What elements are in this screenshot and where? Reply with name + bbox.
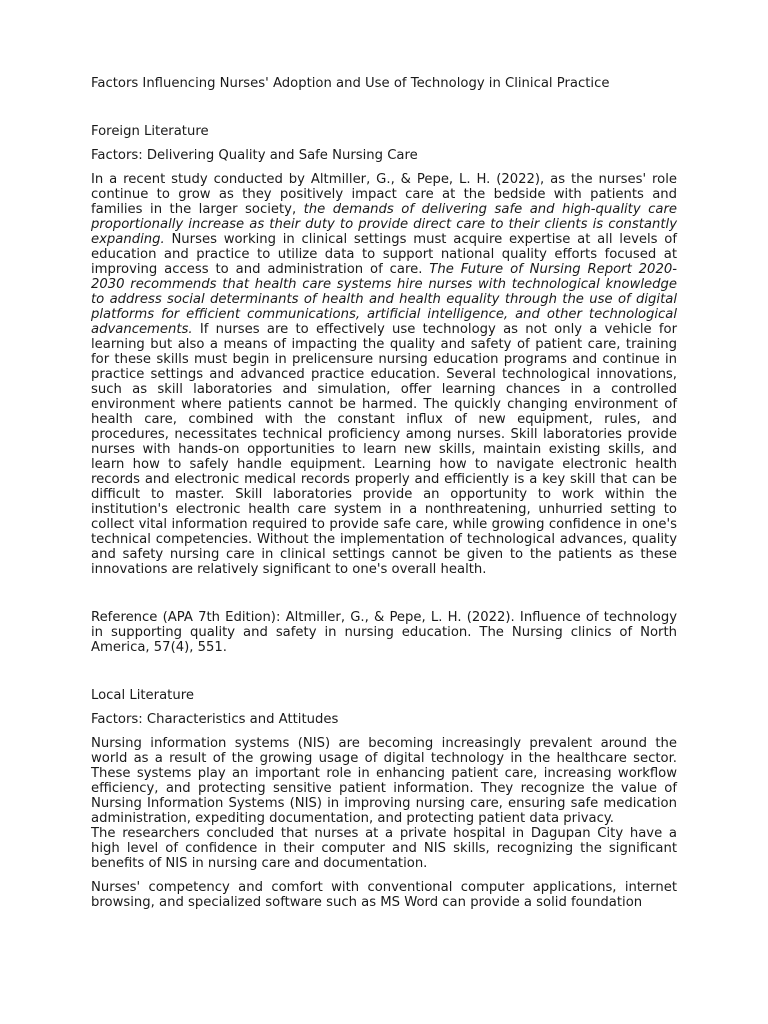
foreign-paragraph-italic1: the demands of delivering safe and high-quality care proportionally increase as their duty to provide direct care to their clients is constantly expanding.: [91, 202, 677, 247]
foreign-paragraph-italic2: The Future of Nursing Report 2020-2030 recommends that health care systems hire nurses with technological knowledge to address social determinants of health and health equality through the use of digital platforms for efficient communications, artificial intelligence, and other technological advancements.: [91, 262, 677, 337]
foreign-paragraph-part1: In a recent study conducted by Altmiller, G., & Pepe, L. H. (2022), as the nurses' role continue to grow as they positively impact care at the bedside with patients and families in the larger society,: [91, 172, 677, 217]
document-page: [91, 76, 677, 910]
document-title: Factors Influencing Nurses' Adoption and Use of Technology in Clinical Practice: [91, 76, 610, 91]
foreign-paragraph: [91, 172, 677, 577]
foreign-literature-label: Foreign Literature: [91, 124, 209, 139]
local-literature-label: Local Literature: [91, 688, 194, 703]
local-factor-heading: Factors: Characteristics and Attitudes: [91, 712, 339, 727]
local-paragraph-3: Nurses' competency and comfort with conventional computer applications, internet browsing, and specialized software such as MS Word can provide a solid foundation: [91, 880, 677, 910]
foreign-reference: Reference (APA 7th Edition): Altmiller, G., & Pepe, L. H. (2022). Influence of technology in supporting quality and safety in nursing education. The Nursing clinics of North America, 57(4), 551.: [91, 610, 677, 655]
foreign-paragraph-part5: If nurses are to effectively use technology as not only a vehicle for learning but also a means of impacting the quality and safety of patient care, training for these skills must begin in prelicensure nursing education programs and continue in practice settings and advanced practice education. Several technological innovations, such as skill laboratories and simulation, offer learning chances in a controlled environment where patients cannot be harmed. The quickly changing environment of health care, combined with the constant influx of new equipment, rules, and procedures, necessitates technical proficiency among nurses. Skill laboratories provide nurses with hands-on opportunities to learn new skills, maintain existing skills, and learn how to safely handle equipment. Learning how to navigate electronic health records and electronic medical records properly and efficiently is a key skill that can be difficult to master. Skill laboratories provide an opportunity to work within the institution's electronic health care system in a nonthreatening, unhurried setting to collect vital information required to provide safe care, while growing confidence in one's technical competencies. Without the implementation of technological advances, quality and safety nursing care in clinical settings cannot be given to the patients as these innovations are relatively significant to one's overall health.: [91, 322, 677, 577]
spacer: [91, 655, 677, 688]
local-paragraph-1: Nursing information systems (NIS) are becoming increasingly prevalent around the world as a result of the growing usage of digital technology in the healthcare sector. These systems play an important role in enhancing patient care, increasing workflow efficiency, and protecting sensitive patient information. They recognize the value of Nursing Information Systems (NIS) in improving nursing care, ensuring safe medication administration, expediting documentation, and protecting patient data privacy.: [91, 736, 677, 826]
local-paragraph-2: The researchers concluded that nurses at a private hospital in Dagupan City have a high level of confidence in their computer and NIS skills, recognizing the significant benefits of NIS in nursing care and documentation.: [91, 826, 677, 871]
spacer: [91, 577, 677, 610]
spacer: [91, 871, 677, 880]
foreign-paragraph-part3: Nurses working in clinical settings must acquire expertise at all levels of education and practice to utilize data to support national quality efforts focused at improving access to and administration of care.: [91, 232, 677, 277]
foreign-factor-heading: Factors: Delivering Quality and Safe Nursing Care: [91, 148, 418, 163]
